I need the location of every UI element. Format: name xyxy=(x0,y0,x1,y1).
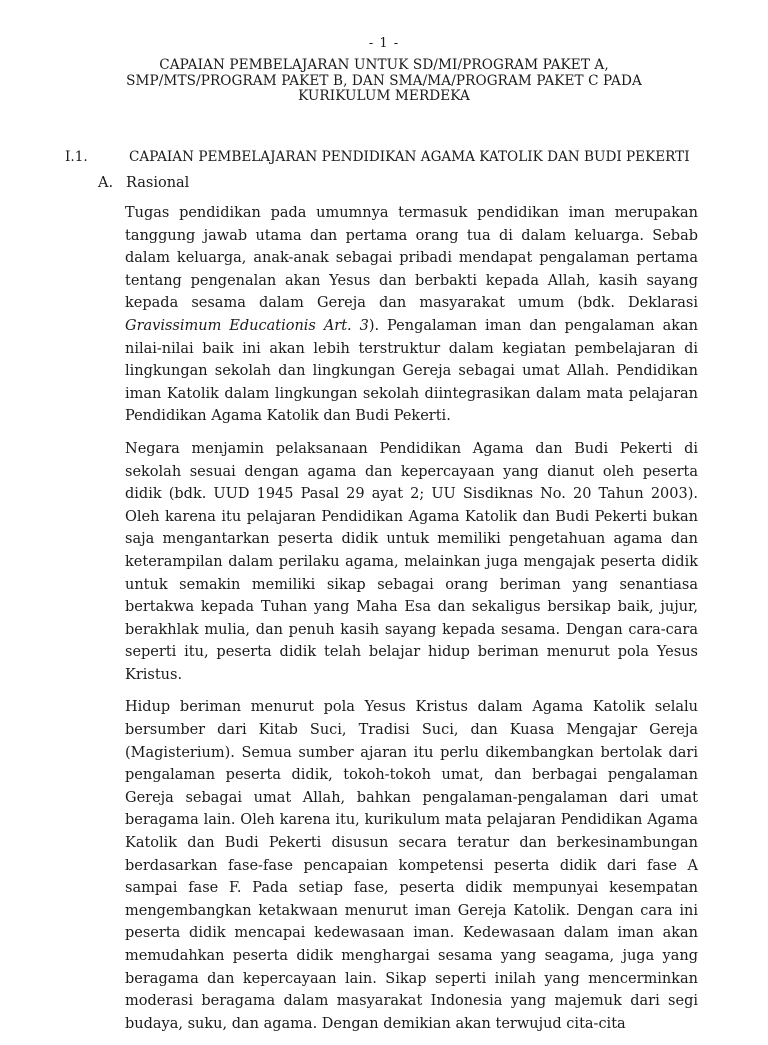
body-text xyxy=(125,202,698,1045)
page-number: - 1 - xyxy=(368,36,400,51)
document-title xyxy=(70,58,698,105)
paragraph-text: ). Pengalaman iman dan pengalaman akan nilai-nilai baik ini akan lebih terstruktur dalam kegiatan pembelajaran di lingkungan sekolah dan lingkungan Gereja sebagai umat Allah. Pendidikan iman Katolik dalam lingkungan sekolah diintegrasikan dalam mata pelajaran Pendidikan Agama Katolik dan Budi Pekerti. xyxy=(125,317,698,425)
document-title-line: KURIKULUM MERDEKA xyxy=(298,88,470,104)
section-title: CAPAIAN PEMBELAJARAN PENDIDIKAN AGAMA KATOLIK DAN BUDI PEKERTI xyxy=(129,149,690,165)
section-number: I.1. xyxy=(65,149,88,165)
citation-italic: Gravissimum Educationis Art. 3 xyxy=(125,317,369,334)
paragraph: Hidup beriman menurut pola Yesus Kristus dalam Agama Katolik selalu bersumber dari Kitab Suci, Tradisi Suci, dan Kuasa Mengajar Gereja (Magisterium). Semua sumber ajaran itu perlu dikembangkan bertolak dari pengalaman peserta didik, tokoh-tokoh umat, dan berbagai pengalaman Gereja sebagai umat Allah, bahkan pengalaman-pengalaman dari umat beragama lain. Oleh karena itu, kurikulum mata pelajaran Pendidikan Agama Katolik dan Budi Pekerti disusun secara teratur dan berkesinambungan berdasarkan fase-fase pencapaian kompetensi peserta didik dari fase A sampai fase F. Pada setiap fase, peserta didik mempunyai kesempatan mengembangkan ketakwaan menurut iman Gereja Katolik. Dengan cara ini peserta didik mencapai kedewasaan iman. Kedewasaan dalam iman akan memudahkan peserta didik menghargai sesama yang seagama, juga yang beragama dan kepercayaan lain. Sikap seperti inilah yang mencerminkan moderasi beragama dalam masyarakat Indonesia yang majemuk dari segi budaya, suku, dan agama. Dengan demikian akan terwujud cita-cita xyxy=(125,699,698,1032)
paragraph xyxy=(125,202,698,428)
paragraph: Negara menjamin pelaksanaan Pendidikan Agama dan Budi Pekerti di sekolah sesuai dengan agama dan kepercayaan yang dianut oleh peserta didik (bdk. UUD 1945 Pasal 29 ayat 2; UU Sisdiknas No. 20 Tahun 2003). Oleh karena itu pelajaran Pendidikan Agama Katolik dan Budi Pekerti bukan saja mengantarkan peserta didik untuk memiliki pengetahuan agama dan keterampilan dalam perilaku agama, melainkan juga mengajak peserta didik untuk semakin memiliki sikap sebagai orang beriman yang senantiasa bertakwa kepada Tuhan yang Maha Esa dan sekaligus bersikap baik, jujur, berakhlak mulia, dan penuh kasih sayang kepada sesama. Dengan cara-cara seperti itu, peserta didik telah belajar hidup beriman menurut pola Yesus Kristus. xyxy=(125,440,698,683)
subsection-letter: A. xyxy=(98,175,114,191)
document-title-line: CAPAIAN PEMBELAJARAN UNTUK SD/MI/PROGRAM PAKET A, xyxy=(159,57,609,73)
paragraph-text: Tugas pendidikan pada umumnya termasuk pendidikan iman merupakan tanggung jawab utama dan pertama orang tua di dalam keluarga. Sebab dalam keluarga, anak-anak sebagai pribadi mendapat pengalaman pertama tentang pengenalan akan Yesus dan berbakti kepada Allah, kasih sayang kepada sesama dalam Gereja dan masyarakat umum (bdk. Deklarasi xyxy=(125,205,698,312)
subsection-title: Rasional xyxy=(126,175,190,191)
document-title-line: SMP/MTS/PROGRAM PAKET B, DAN SMA/MA/PROGRAM PAKET C PADA xyxy=(126,72,642,89)
